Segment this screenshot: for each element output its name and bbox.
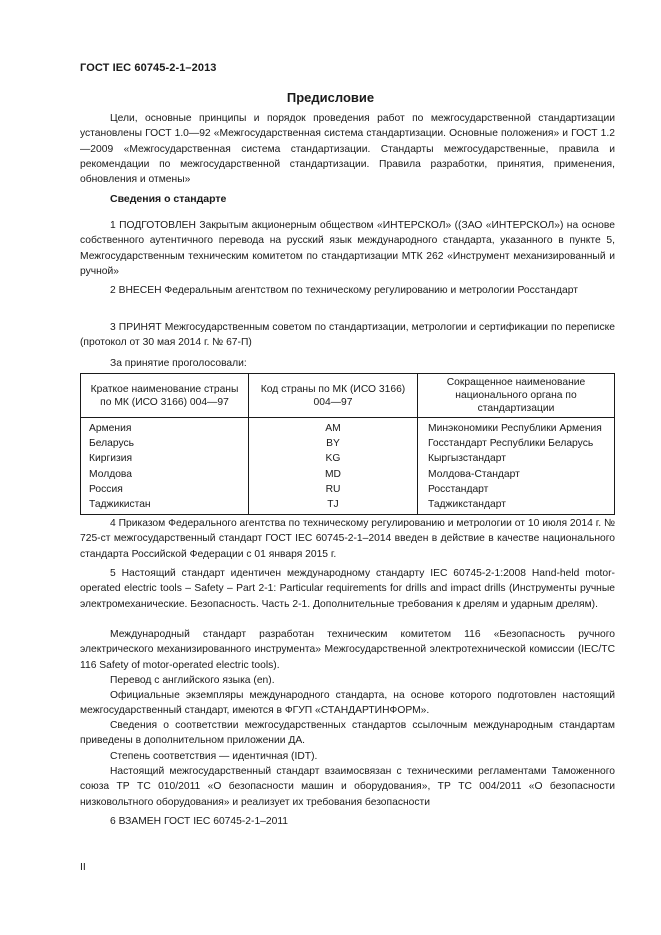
column-header-body: Сокращенное наименование национального органа по стандартизации: [418, 374, 615, 418]
code-cell: MD: [249, 467, 418, 482]
info-heading: Сведения о стандарте: [110, 193, 227, 205]
table-row: [81, 451, 615, 466]
code-cell: AM: [249, 418, 418, 437]
item-5-official-copies: Официальные экземпляры международного стандарта, на основе которого подготовлен настоящий межгосударственный стандарт, имеются в ФГУП «СТАНДАРТИНФОРМ».: [80, 690, 615, 717]
country-cell: Киргизия: [81, 451, 249, 466]
item-2-submitted: 2 ВНЕСЕН Федеральным агентством по техническому регулированию и метрологии Росстандарт: [110, 285, 578, 296]
country-cell: Молдова: [81, 467, 249, 482]
body-cell: Кыргызстандарт: [418, 451, 615, 466]
page-number: II: [80, 861, 86, 873]
voting-states-table: [80, 373, 615, 515]
item-5-developed-by: Международный стандарт разработан техническим комитетом 116 «Безопасность ручного электрического механизированного инструмента» Межгосударственной электротехнической комиссии (IEC/TC 116 Safety of motor-operated electric tools).: [80, 629, 615, 671]
body-cell: Госстандарт Республики Беларусь: [418, 436, 615, 451]
item-1-prepared: 1 ПОДГОТОВЛЕН Закрытым акционерным обществом «ИНТЕРСКОЛ» ((ЗАО «ИНТЕРСКОЛ») на основе собственного аутентичного перевода на русский язык международного стандарта, указанного в пункте 5, Межгосударственным техническим комитетом по стандартизации МТК 262 «Инструмент механизированный и ручной»: [80, 220, 615, 277]
code-cell: KG: [249, 451, 418, 466]
item-3-adopted: 3 ПРИНЯТ Межгосударственным советом по стандартизации, метрологии и сертификации по переписке (протокол от 30 мая 2014 г. № 67-П): [80, 322, 615, 349]
item-5-correspondence: Сведения о соответствии межгосударственных стандартов ссылочным международным стандартам приведены в дополнительном приложении ДА.: [80, 720, 615, 747]
item-5-conformity-degree: Степень соответствия — идентичная (IDT).: [110, 751, 318, 762]
table-header-row: [81, 374, 615, 418]
item-4-order: 4 Приказом Федерального агентства по техническому регулированию и метрологии от 10 июля 2014 г. № 725-ст межгосударственный стандарт ГОСТ IEC 60745-2-1–2014 введен в действие в качестве национального стандарта Российской Федерации с 01 января 2015 г.: [80, 518, 615, 560]
intro-paragraph: Цели, основные принципы и порядок проведения работ по межгосударственной стандартизации установлены ГОСТ 1.0—92 «Межгосударственная система стандартизации. Основные положения» и ГОСТ 1.2—2009 «Межгосударственная система стандартизации. Стандарты межгосударственные, правила и рекомендации по межгосударственной стандартизации. Правила разработки, принятия, применения, обновления и отмены»: [80, 113, 615, 186]
table-row: [81, 436, 615, 451]
country-cell: Армения: [81, 418, 249, 437]
country-cell: Таджикистан: [81, 497, 249, 515]
table-row: [81, 467, 615, 482]
page-title: Предисловие: [286, 90, 375, 105]
table-row: [81, 497, 615, 515]
code-cell: RU: [249, 482, 418, 497]
code-cell: BY: [249, 436, 418, 451]
country-cell: Беларусь: [81, 436, 249, 451]
country-cell: Россия: [81, 482, 249, 497]
body-cell: Молдова-Стандарт: [418, 467, 615, 482]
body-cell: Росстандарт: [418, 482, 615, 497]
body-cell: Таджикстандарт: [418, 497, 615, 515]
table-row: [81, 482, 615, 497]
item-5-regulations: Настоящий межгосударственный стандарт взаимосвязан с техническими регламентами Таможенного союза ТР ТС 010/2011 «О безопасности машин и оборудования», ТР ТС 004/2011 «О безопасности низковольтного оборудования» и реализует их требования безопасности: [80, 766, 615, 808]
table-row: [81, 418, 615, 437]
column-header-code: Код страны по МК (ИСО 3166) 004—97: [249, 374, 418, 418]
item-5-translation: Перевод с английского языка (en).: [110, 675, 275, 686]
document-code-header: ГОСТ IEC 60745-2-1–2013: [80, 62, 217, 74]
code-cell: TJ: [249, 497, 418, 515]
column-header-country: Краткое наименование страны по МК (ИСО 3166) 004—97: [81, 374, 249, 418]
vote-label: За принятие проголосовали:: [110, 358, 247, 369]
item-5-identical: 5 Настоящий стандарт идентичен международному стандарту IEC 60745-2-1:2008 Hand-held motor-operated electric tools – Safety – Part 2-1: Particular requirements for drills and impact drills (Инструменты ручные электромеханические. Безопасность. Часть 2-1. Дополнительные требования к дрелям и ударным дрелям).: [80, 568, 615, 610]
body-cell: Минэкономики Республики Армения: [418, 418, 615, 437]
item-6-replaces: 6 ВЗАМЕН ГОСТ IEC 60745-2-1–2011: [110, 816, 289, 827]
